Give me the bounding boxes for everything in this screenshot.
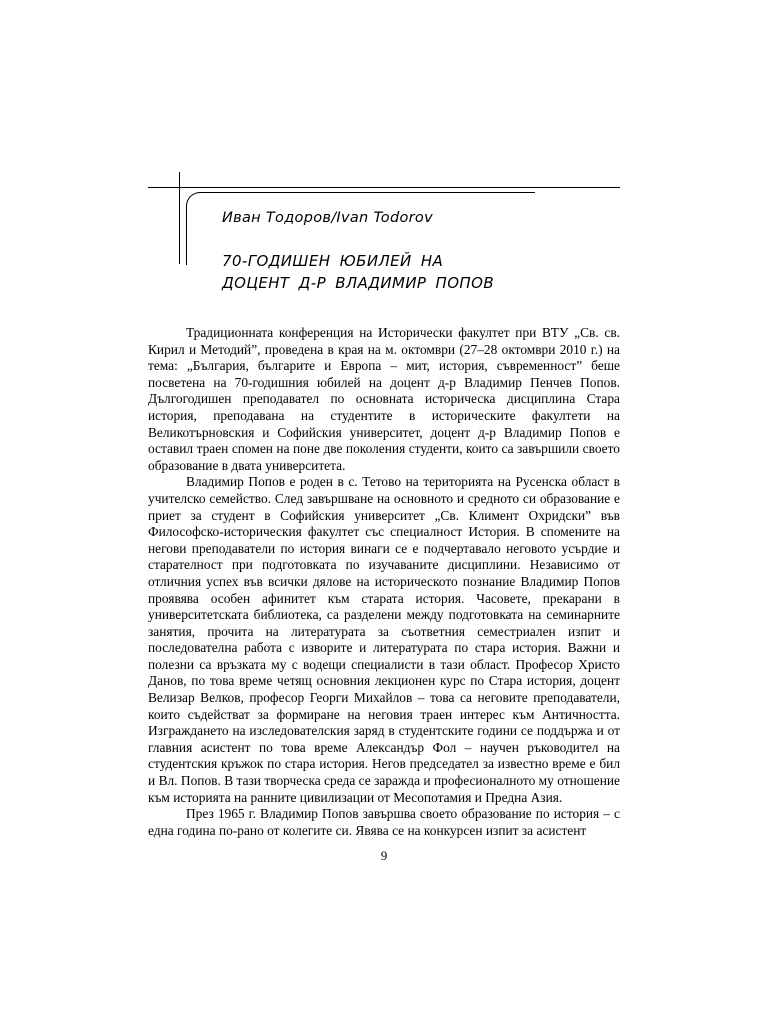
page-number: 9 [380, 848, 388, 863]
title-line-2: ДОЦЕНТ Д-Р ВЛАДИМИР ПОПОВ [222, 274, 495, 292]
title-line-1: 70-ГОДИШЕН ЮБИЛЕЙ НА [222, 252, 444, 270]
paragraph: Традиционната конференция на Исторически факултет при ВТУ „Св. св. Кирил и Методий”, проведена в края на м. октомври (27–28 октомври 2010 г.) на тема: „България, българите и Европа – мит, история, съвременност” беше посветена на 70-годишния юбилей на доцент д-р Владимир Пенчев Попов. Дългогодишен преподавател по основната историческа дисциплина Стара история, преподавана на студентите в историческите факултети на Великотърновския и Софийския университет, доцент д-р Владимир Попов е оставил траен спомен на поне две поколения студенти, които са завършили своето образование в двата университета. [148, 325, 620, 473]
header-rule-vertical [179, 172, 180, 264]
paragraph: Владимир Попов е роден в с. Тетово на територията на Русенска област в учителско семейство. След завършване на основното и средното си образование е приет за студент в Софийския университет „Св. Климент Охридски” във Философско-историческия факултет със специалност История. В спомените на негови преподаватели по история винаги се е подчертавало неговото усърдие и старателност при подготовката по изучаваните дисциплини. Независимо от отличния успех във всички дялове на историческото познание Владимир Попов проявява особен афинитет към старата история. Часовете, прекарани в университетската библиотека, са разделени между подготовката на семинарните занятия, прочита на литературата за съответния семестриален изпит и последователна работа с изворите и литературата по стара история. Важни и полезни са връзката му с водещи специалисти в тази област. Професор Христо Данов, по това време четящ основния лекционен курс по Стара история, доцент Велизар Велков, професор Георги Михайлов – това са неговите преподаватели, които съдействат за формиране на неговия траен интерес към Античността. Изграждането на изследователския заряд в студентските години се поддържа и от главния асистент по това време Александър Фол – научен ръководител на студентския кръжок по стара история. Негов председател за известно време е бил и Вл. Попов. В тази творческа среда се заражда и професионалното му отношение към историята на ранните цивилизации от Месопотамия и Предна Азия. [148, 474, 620, 805]
article-body [148, 325, 620, 839]
paragraph: През 1965 г. Владимир Попов завършва своето образование по история – с една година по-рано от колегите си. Явява се на конкурсен изпит за асистент [148, 806, 620, 838]
header-rule-horizontal [148, 187, 620, 188]
author-line: Иван Тодоров/Ivan Todorov [222, 210, 433, 226]
article-title [222, 250, 494, 294]
